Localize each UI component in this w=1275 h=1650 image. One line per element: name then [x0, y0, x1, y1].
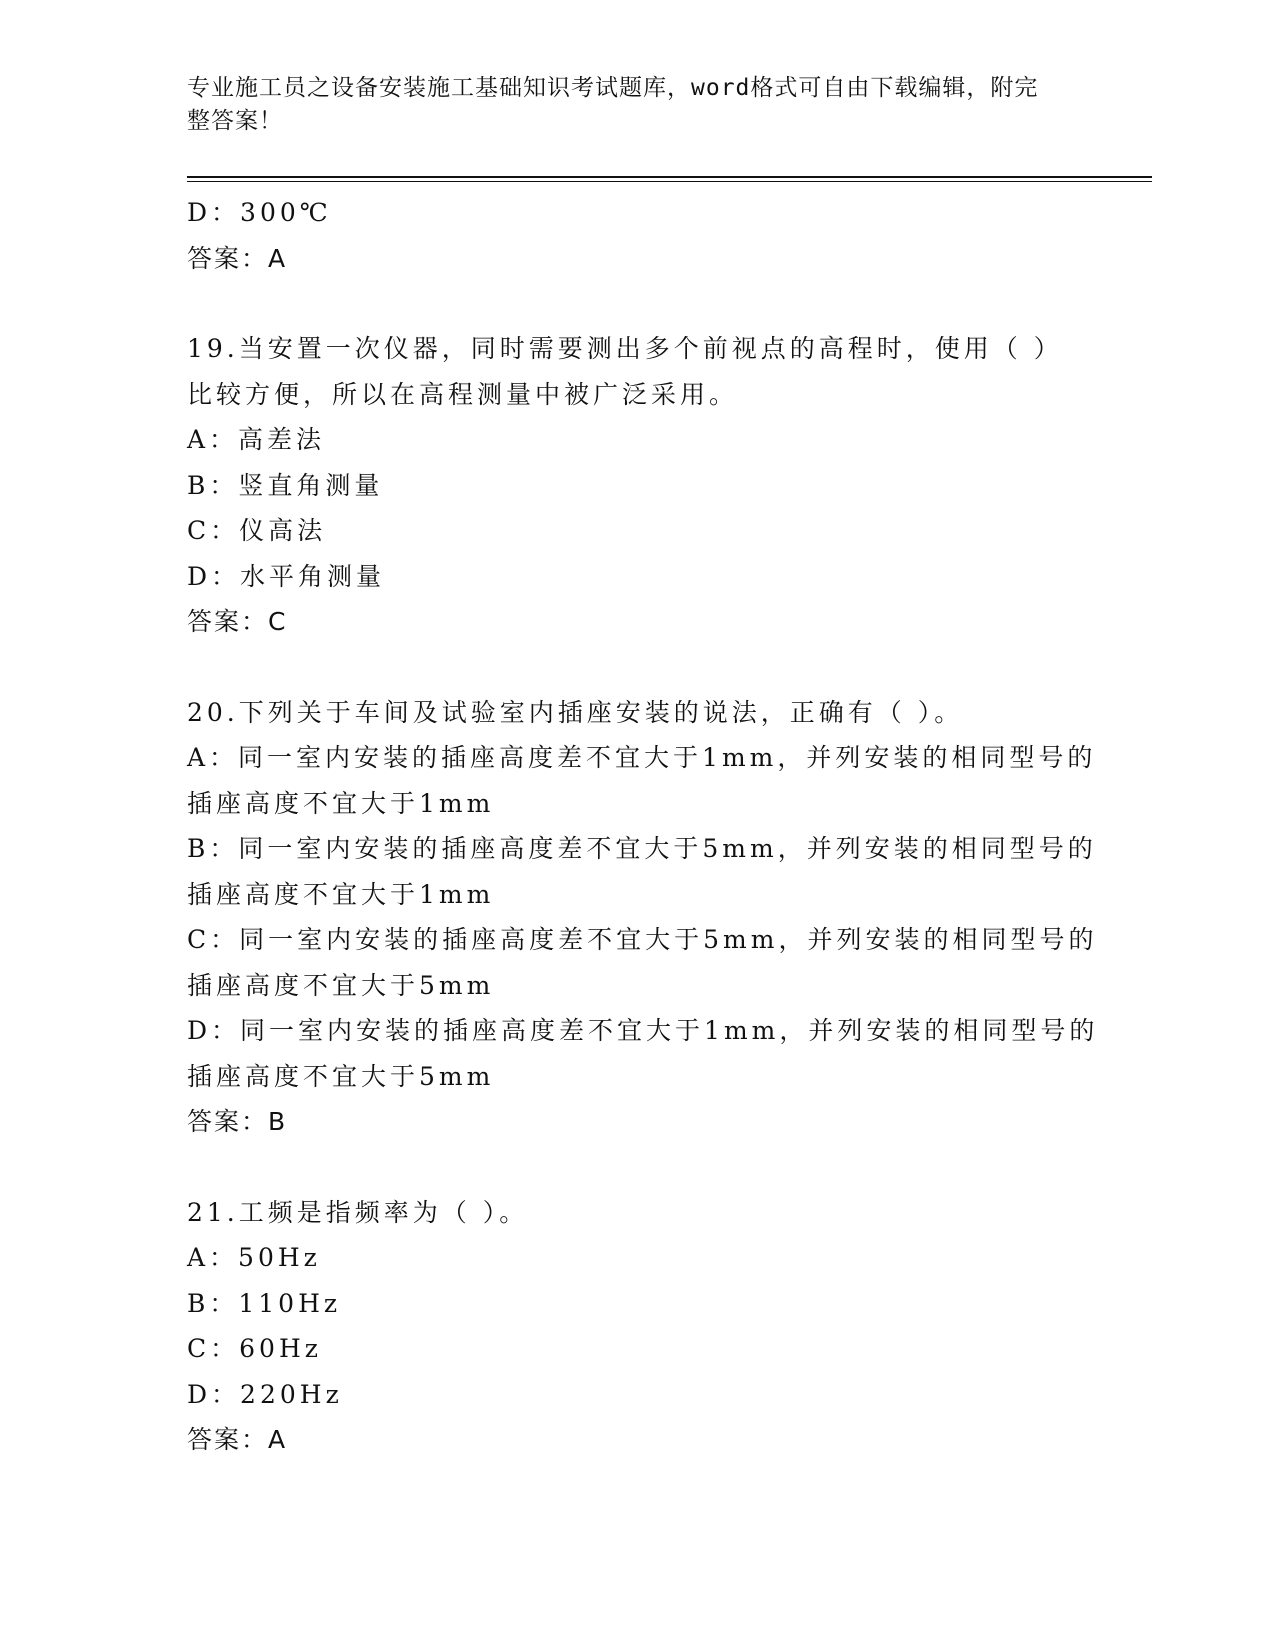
spacer — [187, 1145, 1067, 1190]
option-d: D：水平角测量 — [187, 561, 386, 591]
question-text: 19.当安置一次仪器，同时需要测出多个前视点的高程时，使用（ ） — [187, 334, 1063, 363]
question-text-cont: 比较方便，所以在高程测量中被广泛采用。 — [187, 379, 739, 409]
option-c: C：仪高法 — [187, 516, 327, 545]
header-line-2: 整答案！ — [187, 108, 283, 134]
spacer — [187, 281, 1067, 326]
header-rule-thin — [187, 181, 1152, 182]
option-b: B：110Hz — [187, 1288, 342, 1318]
question-19 — [187, 326, 1067, 645]
spacer — [187, 645, 1067, 690]
option-a-cont: 插座高度不宜大于1mm — [187, 788, 495, 818]
answer-line: 答案：A — [187, 1425, 288, 1454]
option-d-cont: 插座高度不宜大于5mm — [187, 1061, 495, 1091]
option-d: D：同一室内安装的插座高度差不宜大于1mm，并列安装的相同型号的 — [187, 1016, 1099, 1045]
header-rule-thick — [187, 176, 1152, 178]
question-text: 20.下列关于车间及试验室内插座安装的说法，正确有（ ）。 — [187, 697, 964, 727]
question-text: 21.工频是指频率为（ ）。 — [187, 1197, 529, 1227]
option-d: D：220Hz — [187, 1379, 343, 1409]
option-b: B：竖直角测量 — [187, 470, 384, 500]
option-a: A：50Hz — [187, 1243, 321, 1272]
header-line-1: 专业施工员之设备安装施工基础知识考试题库，word格式可自由下载编辑，附完 — [187, 75, 1039, 101]
document-header — [187, 72, 1067, 138]
document-body — [187, 190, 1099, 1463]
answer-line: 答案：A — [187, 243, 288, 273]
option-a: A：同一室内安装的插座高度差不宜大于1mm，并列安装的相同型号的 — [187, 743, 1097, 772]
previous-question-tail — [187, 190, 1067, 281]
option-c-cont: 插座高度不宜大于5mm — [187, 970, 495, 1000]
option-a: A：高差法 — [187, 425, 326, 454]
option-c: C：60Hz — [187, 1334, 322, 1363]
option-b-cont: 插座高度不宜大于1mm — [187, 879, 495, 909]
answer-line: 答案：C — [187, 607, 288, 636]
answer-line: 答案：B — [187, 1107, 288, 1136]
option-c: C：同一室内安装的插座高度差不宜大于5mm，并列安装的相同型号的 — [187, 925, 1098, 954]
option-d: D：300℃ — [187, 198, 332, 227]
option-b: B：同一室内安装的插座高度差不宜大于5mm，并列安装的相同型号的 — [187, 834, 1097, 863]
question-20 — [187, 690, 1099, 1145]
question-21 — [187, 1190, 1067, 1463]
